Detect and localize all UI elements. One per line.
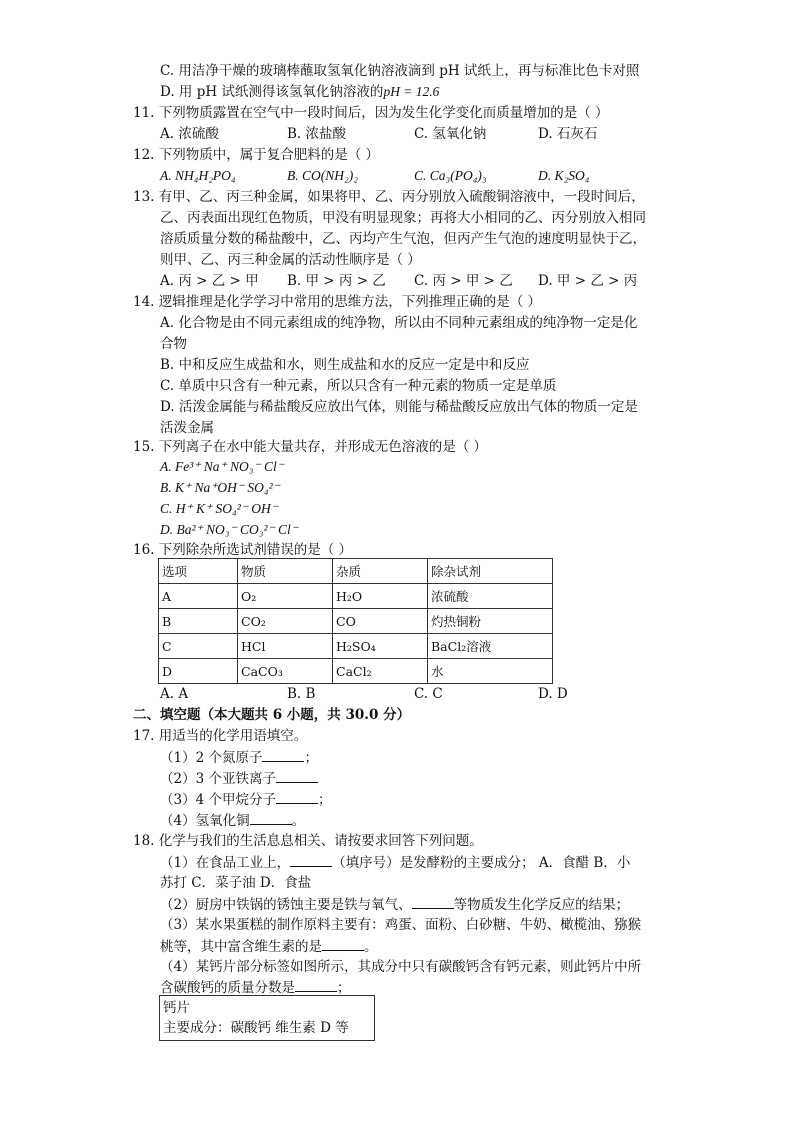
q17-item-1 <box>160 747 318 768</box>
table-header-cell: 杂质 <box>333 559 428 584</box>
q17-item-2 <box>160 768 318 789</box>
answer-blank[interactable] <box>295 977 337 992</box>
q11-stem: 11. 下列物质露置在空气中一段时间后，因为发生化学变化而质量增加的是（ ） <box>133 105 609 121</box>
q14-line-2: 合物 <box>160 336 187 352</box>
q11-option-b: B. 浓盐酸 <box>287 126 347 142</box>
q10-ph-value: pH = 12.6 <box>383 84 440 99</box>
q12-option-a: A. NH₄H₂PO₄ <box>160 168 236 183</box>
q14-line-1: A. 化合物是由不同元素组成的纯净物，所以由不同种元素组成的纯净物一定是化 <box>160 315 638 331</box>
table-cell: CO₂ <box>238 609 333 634</box>
answer-blank[interactable] <box>322 936 364 951</box>
q18-part-1 <box>160 852 630 873</box>
q10-option-c: C. 用洁净干燥的玻璃棒蘸取氢氧化钠溶液滴到 pH 试纸上，再与标准比色卡对照 <box>160 63 640 79</box>
q10-option-d <box>160 82 439 102</box>
q10-option-d-text: D. 用 pH 试纸测得该氢氧化钠溶液的 <box>160 84 384 100</box>
q18-part-3: （3）某水果蛋糕的制作原料主要有：鸡蛋、面粉、白砂糖、牛奶、橄榄油、猕猴 <box>160 917 642 933</box>
table-header-cell: 除杂试剂 <box>428 559 553 584</box>
q18-part-1-text-a: （1）在食品工业上， <box>160 855 291 871</box>
table-cell: H₂SO₄ <box>333 634 428 659</box>
q17-item-1-punct: ； <box>304 750 318 766</box>
table-header-cell: 选项 <box>159 559 238 584</box>
answer-blank[interactable] <box>276 768 318 783</box>
table-row <box>159 584 553 609</box>
table-cell: H₂O <box>333 584 428 609</box>
table-row <box>159 634 553 659</box>
table-cell: CaCO₃ <box>238 659 333 684</box>
q17-item-3 <box>160 789 331 810</box>
answer-blank[interactable] <box>412 894 454 909</box>
table-header-row <box>159 559 553 584</box>
q17-item-4-label: （4）氢氧化铜 <box>160 813 250 829</box>
answer-blank[interactable] <box>290 852 332 867</box>
q17-item-3-punct: ； <box>317 792 332 808</box>
table-row <box>159 659 553 684</box>
q16-option-b: B. B <box>287 686 316 702</box>
table-cell: C <box>159 634 238 659</box>
table-cell: O₂ <box>238 584 333 609</box>
q18-part-2-text-a: （2）厨房中铁锅的锈蚀主要是铁与氧气、 <box>160 897 412 913</box>
q18-part-4-punct: ； <box>337 980 351 996</box>
q12-option-b: B. CO(NH₂)₂ <box>287 168 358 183</box>
table-cell: BaCl₂溶液 <box>428 634 553 659</box>
q18-stem: 18. 化学与我们的生活息息相关、请按要求回答下列问题。 <box>133 833 483 849</box>
q13-option-c: C. 丙 > 甲 > 乙 <box>414 273 513 289</box>
q14-line-6: 活泼金属 <box>160 420 214 436</box>
table-cell: 灼热铜粉 <box>428 609 553 634</box>
q13-option-d: D. 甲 > 乙 > 丙 <box>538 273 638 289</box>
q17-stem: 17. 用适当的化学用语填空。 <box>133 728 308 744</box>
q18-part-2 <box>160 894 629 915</box>
q14-line-5: D. 活泼金属能与稀盐酸反应放出气体，则能与稀盐酸反应放出气体的物质一定是 <box>160 399 638 415</box>
table-header-cell: 物质 <box>238 559 333 584</box>
q18-part-4-text: 含碳酸钙的质量分数是 <box>160 980 295 996</box>
q18-part-2-text-b: 等物质发生化学反应的结果； <box>453 897 630 913</box>
q16-option-c: C. C <box>414 686 443 702</box>
q17-item-2-label: （2）3 个亚铁离子 <box>160 771 276 787</box>
q16-stem: 16. 下列除杂所选试剂错误的是（ ） <box>133 542 353 558</box>
q16-option-a: A. A <box>160 686 189 702</box>
q17-item-4 <box>160 810 305 831</box>
q18-part-1-cont: 苏打 C．菜子油 D．食盐 <box>160 875 312 891</box>
q16-table <box>158 558 553 684</box>
q15-option-c: C. H⁺ K⁺ SO₄²⁻ OH⁻ <box>160 501 278 516</box>
table-cell: 浓硫酸 <box>428 584 553 609</box>
q16-option-d: D. D <box>538 686 568 702</box>
q17-item-4-punct: 。 <box>291 813 306 829</box>
table-cell: A <box>159 584 238 609</box>
answer-blank[interactable] <box>262 747 304 762</box>
answer-blank[interactable] <box>250 810 292 825</box>
q11-option-d: D. 石灰石 <box>538 126 598 142</box>
q17-item-1-label: （1）2 个氮原子 <box>160 750 263 766</box>
q13-line-3: 溶质质量分数的稀盐酸中，乙、丙均产生气泡，但丙产生气泡的速度明显快于乙， <box>160 231 646 247</box>
q11-option-a: A. 浓硫酸 <box>160 126 219 142</box>
q12-option-d: D. K₂SO₄ <box>538 168 590 183</box>
table-cell: CaCl₂ <box>333 659 428 684</box>
q14-line-3: B. 中和反应生成盐和水，则生成盐和水的反应一定是中和反应 <box>160 357 530 373</box>
q15-stem: 15. 下列离子在水中能大量共存，并形成无色溶液的是（ ） <box>133 439 488 455</box>
q18-part-4: （4）某钙片部分标签如图所示，其成分中只有碳酸钙含有钙元素，则此钙片中所 <box>160 959 642 975</box>
label-title: 钙片 <box>163 1000 190 1016</box>
calcium-tablet-label <box>159 995 375 1041</box>
table-cell: D <box>159 659 238 684</box>
q18-part-3-cont <box>160 936 378 957</box>
q18-part-3-text: 桃等，其中富含维生素的是 <box>160 939 322 955</box>
q18-part-1-text-b: （填序号）是发酵粉的主要成分； A．食醋 B．小 <box>332 855 631 871</box>
q14-line-4: C. 单质中只含有一种元素，所以只含有一种元素的物质一定是单质 <box>160 378 557 394</box>
label-ingredients: 主要成分：碳酸钙 维生素 D 等 <box>163 1020 349 1036</box>
q18-part-3-punct: 。 <box>364 939 378 955</box>
table-cell: B <box>159 609 238 634</box>
q13-option-b: B. 甲 > 丙 > 乙 <box>287 273 386 289</box>
q15-option-b: B. K⁺ Na⁺OH⁻ SO₄²⁻ <box>160 480 280 495</box>
q14-stem: 14. 逻辑推理是化学学习中常用的思维方法，下列推理正确的是（ ） <box>133 294 542 310</box>
q11-option-c: C. 氢氧化钠 <box>414 126 487 142</box>
q12-stem: 12. 下列物质中，属于复合肥料的是（ ） <box>133 147 380 163</box>
q12-option-c: C. Ca₃(PO₄)₃ <box>414 168 487 183</box>
q13-option-a: A. 丙 > 乙 > 甲 <box>160 273 259 289</box>
q17-item-3-label: （3）4 个甲烷分子 <box>160 792 276 808</box>
q15-option-a: A. Fe³⁺ Na⁺ NO₃⁻ Cl⁻ <box>160 459 284 474</box>
table-row <box>159 609 553 634</box>
q15-option-d: D. Ba²⁺ NO₃⁻ CO₃²⁻ Cl⁻ <box>160 522 298 537</box>
table-cell: CO <box>333 609 428 634</box>
table-cell: 水 <box>428 659 553 684</box>
section-heading: 二、填空题（本大题共 6 小题，共 30.0 分） <box>133 707 411 723</box>
answer-blank[interactable] <box>276 789 318 804</box>
q13-line-2: 乙、丙表面出现红色物质，甲没有明显现象；再将大小相同的乙、丙分别放入相同 <box>160 210 646 226</box>
table-cell: HCl <box>238 634 333 659</box>
q13-line-4: 则甲、乙、丙三种金属的活动性顺序是（ ） <box>160 252 421 268</box>
q13-line-1: 13. 有甲、乙、丙三种金属，如果将甲、乙、丙分别放入硫酸铜溶液中，一段时间后， <box>133 189 645 205</box>
